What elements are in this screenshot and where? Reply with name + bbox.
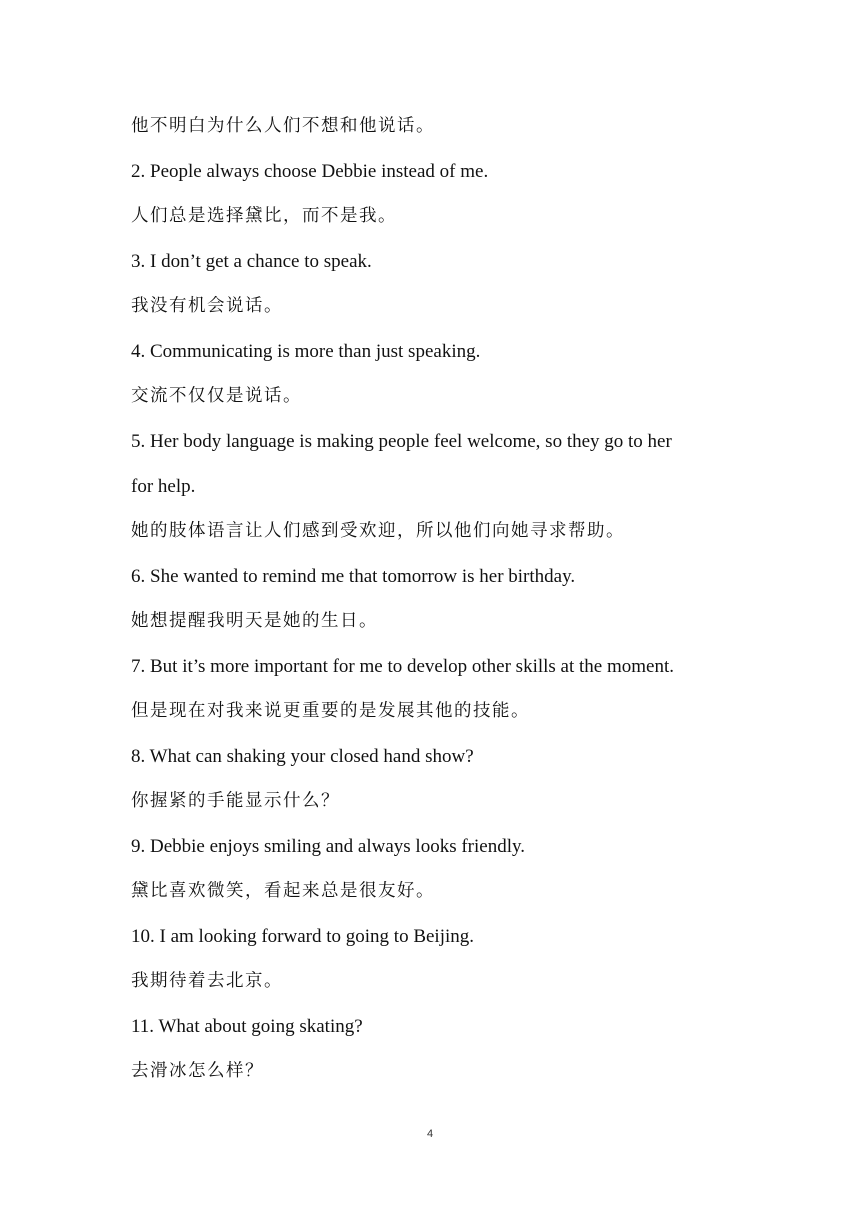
translation-line: 她的肢体语言让人们感到受欢迎，所以他们向她寻求帮助。 [131, 521, 625, 541]
translation-line: 但是现在对我来说更重要的是发展其他的技能。 [131, 701, 530, 721]
document-body [131, 104, 731, 1094]
sentence-line: 11. What about going skating? [131, 1016, 363, 1037]
translation-line: 你握紧的手能显示什么？ [131, 791, 340, 811]
sentence-line: 8. What can shaking your closed hand show? [131, 746, 474, 767]
translation-line: 去滑冰怎么样？ [131, 1061, 264, 1081]
sentence-line: 7. But it’s more important for me to develop other skills at the moment. [131, 656, 674, 677]
sentence-line: 4. Communicating is more than just speaking. [131, 341, 481, 362]
sentence-line: 2. People always choose Debbie instead of me. [131, 161, 489, 182]
translation-line: 他不明白为什么人们不想和他说话。 [131, 116, 435, 136]
sentence-line: 9. Debbie enjoys smiling and always looks friendly. [131, 836, 526, 857]
translation-line: 黛比喜欢微笑，看起来总是很友好。 [131, 881, 435, 901]
sentence-line: 10. I am looking forward to going to Beijing. [131, 926, 475, 947]
translation-line: 我期待着去北京。 [131, 971, 283, 991]
sentence-line: 6. She wanted to remind me that tomorrow is her birthday. [131, 566, 576, 587]
page-number: 4 [426, 1128, 434, 1140]
translation-line: 交流不仅仅是说话。 [131, 386, 302, 406]
sentence-line-continuation: for help. [131, 476, 196, 497]
sentence-line: 3. I don’t get a chance to speak. [131, 251, 372, 272]
translation-line: 我没有机会说话。 [131, 296, 283, 316]
sentence-line: 5. Her body language is making people feel welcome, so they go to her [131, 431, 672, 452]
translation-line: 人们总是选择黛比，而不是我。 [131, 206, 397, 226]
translation-line: 她想提醒我明天是她的生日。 [131, 611, 378, 631]
